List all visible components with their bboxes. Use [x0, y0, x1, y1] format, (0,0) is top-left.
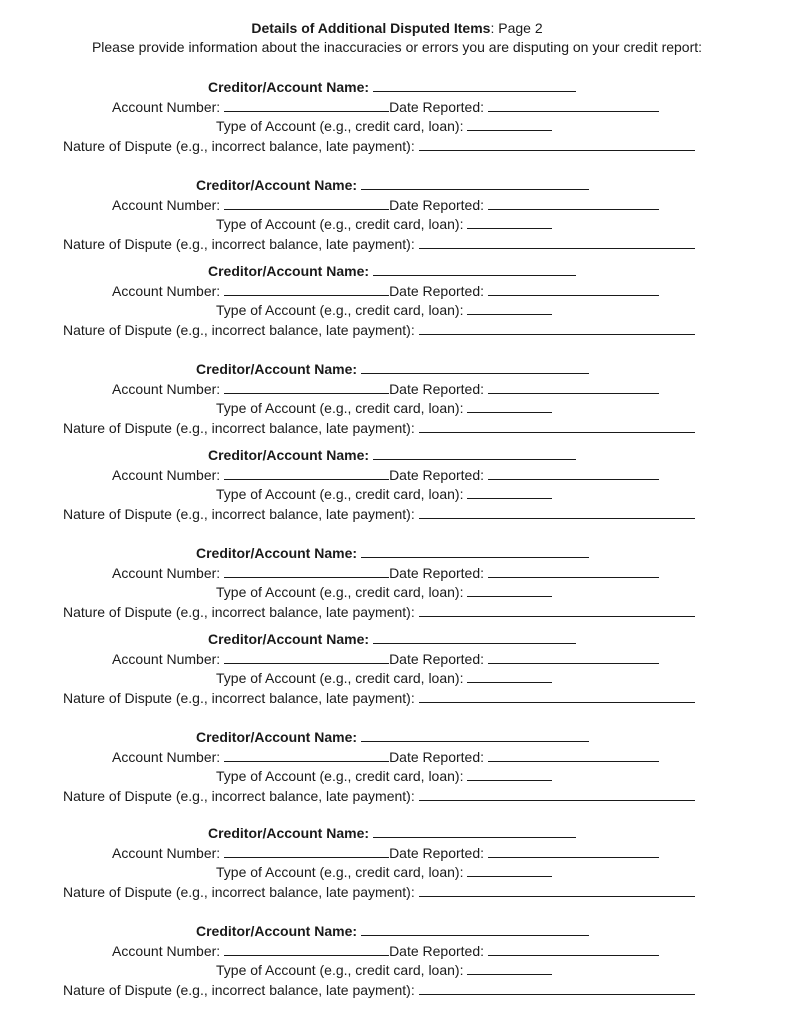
account-row — [112, 196, 659, 214]
account-type-field[interactable] — [467, 486, 552, 499]
creditor-row — [196, 922, 589, 940]
account-number-label: Account Number: — [112, 283, 221, 299]
account-number-field[interactable] — [224, 467, 389, 480]
account-type-field[interactable] — [467, 864, 552, 877]
creditor-label: Creditor/Account Name: — [196, 361, 358, 377]
account-row — [112, 564, 659, 582]
nature-row — [63, 981, 695, 999]
creditor-row — [196, 544, 589, 562]
account-type-label: Type of Account (e.g., credit card, loan): — [216, 768, 464, 784]
creditor-row — [196, 176, 589, 194]
creditor-row — [208, 262, 576, 280]
nature-label: Nature of Dispute (e.g., incorrect balance, late payment): — [63, 982, 415, 998]
creditor-label: Creditor/Account Name: — [196, 177, 358, 193]
nature-label: Nature of Dispute (e.g., incorrect balance, late payment): — [63, 322, 415, 338]
account-type-field[interactable] — [467, 962, 552, 975]
nature-of-dispute-field[interactable] — [419, 236, 695, 249]
nature-of-dispute-field[interactable] — [419, 322, 695, 335]
account-type-row — [216, 767, 552, 785]
account-type-label: Type of Account (e.g., credit card, loan): — [216, 118, 464, 134]
nature-of-dispute-field[interactable] — [419, 138, 695, 151]
nature-of-dispute-field[interactable] — [419, 604, 695, 617]
nature-label: Nature of Dispute (e.g., incorrect balance, late payment): — [63, 506, 415, 522]
creditor-label: Creditor/Account Name: — [208, 631, 370, 647]
account-type-field[interactable] — [467, 302, 552, 315]
date-reported-label: Date Reported: — [389, 197, 485, 213]
account-type-field[interactable] — [467, 216, 552, 229]
date-reported-label: Date Reported: — [389, 749, 485, 765]
creditor-label: Creditor/Account Name: — [196, 545, 358, 561]
date-reported-field[interactable] — [488, 99, 659, 112]
creditor-name-field[interactable] — [373, 825, 576, 838]
account-type-label: Type of Account (e.g., credit card, loan): — [216, 962, 464, 978]
account-type-row — [216, 961, 552, 979]
account-type-row — [216, 863, 552, 881]
nature-row — [63, 883, 695, 901]
account-type-row — [216, 301, 552, 319]
creditor-name-field[interactable] — [373, 631, 576, 644]
date-reported-label: Date Reported: — [389, 943, 485, 959]
creditor-label: Creditor/Account Name: — [208, 825, 370, 841]
account-number-label: Account Number: — [112, 197, 221, 213]
date-reported-field[interactable] — [488, 749, 659, 762]
nature-of-dispute-field[interactable] — [419, 506, 695, 519]
creditor-row — [208, 630, 576, 648]
date-reported-field[interactable] — [488, 283, 659, 296]
account-type-row — [216, 485, 552, 503]
creditor-row — [208, 446, 576, 464]
account-row — [112, 380, 659, 398]
date-reported-label: Date Reported: — [389, 381, 485, 397]
account-number-label: Account Number: — [112, 943, 221, 959]
account-type-label: Type of Account (e.g., credit card, loan): — [216, 486, 464, 502]
account-type-label: Type of Account (e.g., credit card, loan): — [216, 302, 464, 318]
nature-row — [63, 137, 695, 155]
creditor-row — [208, 824, 576, 842]
nature-row — [63, 235, 695, 253]
nature-of-dispute-field[interactable] — [419, 420, 695, 433]
nature-of-dispute-field[interactable] — [419, 788, 695, 801]
account-number-field[interactable] — [224, 651, 389, 664]
account-type-label: Type of Account (e.g., credit card, loan): — [216, 670, 464, 686]
nature-row — [63, 505, 695, 523]
date-reported-label: Date Reported: — [389, 845, 485, 861]
account-type-label: Type of Account (e.g., credit card, loan): — [216, 864, 464, 880]
nature-label: Nature of Dispute (e.g., incorrect balance, late payment): — [63, 138, 415, 154]
account-number-field[interactable] — [224, 283, 389, 296]
account-number-label: Account Number: — [112, 651, 221, 667]
nature-row — [63, 321, 695, 339]
creditor-row — [196, 728, 589, 746]
nature-label: Nature of Dispute (e.g., incorrect balance, late payment): — [63, 420, 415, 436]
creditor-name-field[interactable] — [373, 263, 576, 276]
nature-label: Nature of Dispute (e.g., incorrect balance, late payment): — [63, 604, 415, 620]
date-reported-field[interactable] — [488, 943, 659, 956]
account-type-field[interactable] — [467, 400, 552, 413]
account-type-row — [216, 583, 552, 601]
account-number-field[interactable] — [224, 565, 389, 578]
nature-of-dispute-field[interactable] — [419, 884, 695, 897]
account-type-row — [216, 215, 552, 233]
account-row — [112, 98, 659, 116]
nature-row — [63, 603, 695, 621]
account-row — [112, 942, 659, 960]
creditor-name-field[interactable] — [373, 79, 576, 92]
nature-label: Nature of Dispute (e.g., incorrect balance, late payment): — [63, 788, 415, 804]
account-type-row — [216, 399, 552, 417]
account-type-field[interactable] — [467, 584, 552, 597]
date-reported-label: Date Reported: — [389, 467, 485, 483]
nature-row — [63, 689, 695, 707]
date-reported-field[interactable] — [488, 381, 659, 394]
date-reported-label: Date Reported: — [389, 651, 485, 667]
account-number-field[interactable] — [224, 943, 389, 956]
account-type-label: Type of Account (e.g., credit card, loan): — [216, 400, 464, 416]
creditor-name-field[interactable] — [361, 923, 589, 936]
account-row — [112, 748, 659, 766]
account-number-label: Account Number: — [112, 749, 221, 765]
creditor-label: Creditor/Account Name: — [208, 79, 370, 95]
creditor-name-field[interactable] — [361, 361, 589, 374]
creditor-label: Creditor/Account Name: — [196, 923, 358, 939]
creditor-name-field[interactable] — [361, 177, 589, 190]
nature-of-dispute-field[interactable] — [419, 690, 695, 703]
page-title-main: Details of Additional Disputed Items — [251, 20, 491, 36]
account-number-label: Account Number: — [112, 565, 221, 581]
nature-label: Nature of Dispute (e.g., incorrect balance, late payment): — [63, 236, 415, 252]
creditor-label: Creditor/Account Name: — [196, 729, 358, 745]
creditor-name-field[interactable] — [361, 545, 589, 558]
date-reported-label: Date Reported: — [389, 99, 485, 115]
date-reported-field[interactable] — [488, 565, 659, 578]
nature-of-dispute-field[interactable] — [419, 982, 695, 995]
creditor-name-field[interactable] — [361, 729, 589, 742]
date-reported-field[interactable] — [488, 651, 659, 664]
date-reported-label: Date Reported: — [389, 565, 485, 581]
creditor-name-field[interactable] — [373, 447, 576, 460]
account-number-field[interactable] — [224, 381, 389, 394]
date-reported-field[interactable] — [488, 845, 659, 858]
account-type-field[interactable] — [467, 670, 552, 683]
creditor-label: Creditor/Account Name: — [208, 263, 370, 279]
account-row — [112, 466, 659, 484]
date-reported-label: Date Reported: — [389, 283, 485, 299]
account-number-label: Account Number: — [112, 467, 221, 483]
account-number-field[interactable] — [224, 749, 389, 762]
account-number-label: Account Number: — [112, 845, 221, 861]
date-reported-field[interactable] — [488, 467, 659, 480]
account-number-field[interactable] — [224, 845, 389, 858]
account-type-field[interactable] — [467, 118, 552, 131]
account-row — [112, 650, 659, 668]
account-type-label: Type of Account (e.g., credit card, loan): — [216, 216, 464, 232]
creditor-label: Creditor/Account Name: — [208, 447, 370, 463]
page-title-suffix: : Page 2 — [490, 20, 543, 36]
nature-row — [63, 787, 695, 805]
nature-label: Nature of Dispute (e.g., incorrect balance, late payment): — [63, 884, 415, 900]
account-row — [112, 844, 659, 862]
account-type-label: Type of Account (e.g., credit card, loan): — [216, 584, 464, 600]
page-title — [0, 19, 794, 37]
account-type-row — [216, 669, 552, 687]
page-instructions: Please provide information about the inaccuracies or errors you are disputing on your credit report: — [91, 39, 703, 55]
account-number-field[interactable] — [224, 99, 389, 112]
nature-label: Nature of Dispute (e.g., incorrect balance, late payment): — [63, 690, 415, 706]
account-number-label: Account Number: — [112, 99, 221, 115]
nature-row — [63, 419, 695, 437]
date-reported-field[interactable] — [488, 197, 659, 210]
creditor-row — [196, 360, 589, 378]
account-number-label: Account Number: — [112, 381, 221, 397]
account-type-row — [216, 117, 552, 135]
account-number-field[interactable] — [224, 197, 389, 210]
creditor-row — [208, 78, 576, 96]
account-row — [112, 282, 659, 300]
account-type-field[interactable] — [467, 768, 552, 781]
